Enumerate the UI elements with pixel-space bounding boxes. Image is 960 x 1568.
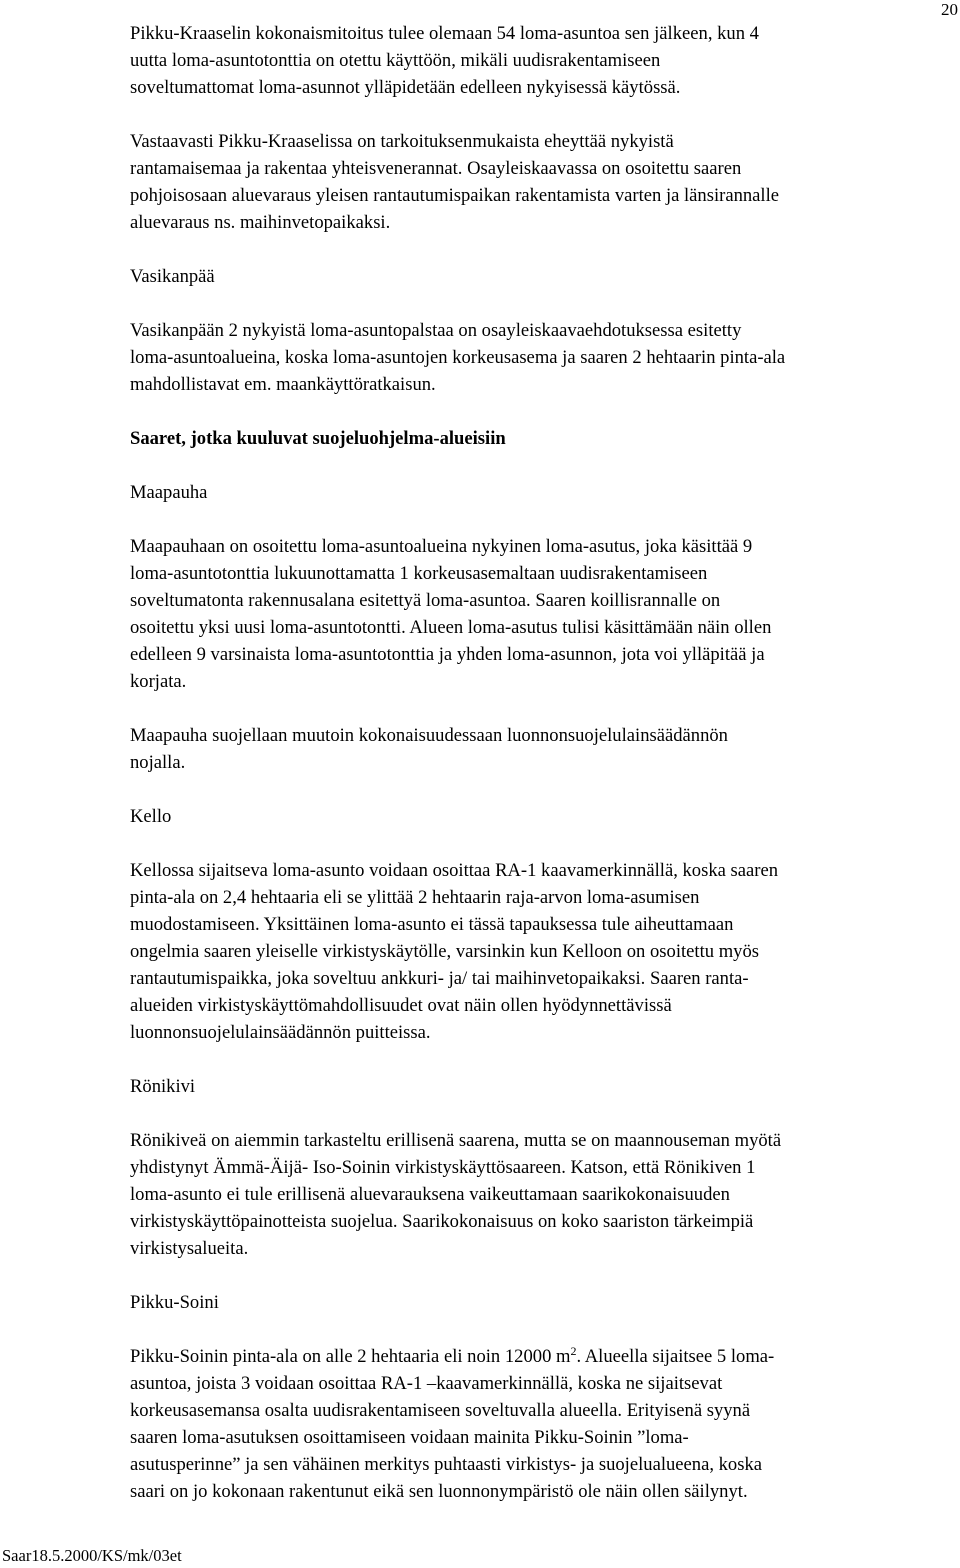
section-heading-suojeluohjelma: Saaret, jotka kuuluvat suojeluohjelma-alueisiin	[130, 428, 506, 449]
paragraph-vasikanpaa: Vasikanpään 2 nykyistä loma-asuntopalstaa on osayleiskaavaehdotuksessa esitetty loma-asuntoalueina, koska loma-asuntojen korkeusasema ja saaren 2 hehtaarin pinta-ala mahdollistavat em. maankäyttöratkaisun.	[130, 320, 786, 395]
heading-ronikivi: Rönikivi	[130, 1076, 196, 1097]
heading-maapauha: Maapauha	[130, 482, 208, 503]
paragraph-maapauha-suojelu: Maapauha suojellaan muutoin kokonaisuudessaan luonnonsuojelulainsäädännön nojalla.	[130, 725, 728, 773]
superscript-squared: 2	[570, 1344, 577, 1358]
document-body	[130, 20, 952, 1532]
heading-vasikanpaa: Vasikanpää	[130, 266, 215, 287]
paragraph-kello: Kellossa sijaitseva loma-asunto voidaan osoittaa RA-1 kaavamerkinnällä, koska saaren pinta-ala on 2,4 hehtaaria eli se ylittää 2 hehtaarin raja-arvon loma-asumisen muodostamiseen. Yksittäinen loma-asunto ei tässä tapauksessa tule aiheuttamaan ongelmia saaren yleiselle virkistyskäytölle, varsinkin kun Kelloon on osoitettu myös rantautumispaikka, joka soveltuu ankkuri- ja/ tai maihinvetopaikaksi. Saaren ranta- alueiden virkistyskäyttömahdollisuudet ovat näin ollen hyödynnettävissä luonnonsuojelulainsäädännön puitteissa.	[130, 860, 779, 1043]
paragraph-pikku-soini-start: Pikku-Soinin pinta-ala on alle 2 hehtaaria eli noin 12000 m	[130, 1346, 571, 1367]
heading-pikku-soini: Pikku-Soini	[130, 1292, 219, 1313]
paragraph-pikku-soini	[130, 1343, 952, 1505]
paragraph-pikku-kraaseli-mitoitus: Pikku-Kraaselin kokonaismitoitus tulee olemaan 54 loma-asuntoa sen jälkeen, kun 4 uutta loma-asuntotonttia on otettu käyttöön, mikäli uudisrakentamiseen soveltumattomat loma-asunnot ylläpidetään edelleen nykyisessä käytössä.	[130, 23, 759, 98]
paragraph-maapauha-loma-asutus: Maapauhaan on osoitettu loma-asuntoalueina nykyinen loma-asutus, joka käsittää 9 loma-asuntotonttia lukuunottamatta 1 korkeusasemaltaan uudisrakentamiseen soveltumatonta rakennusalana esitettyä loma-asuntoa. Saaren koillisrannalle on osoitettu yksi uusi loma-asuntotontti. Alueen loma-asutus tulisi käsittämään näin ollen edelleen 9 varsinaista loma-asuntotonttia ja yhden loma-asunnon, jota voi ylläpitää ja korjata.	[130, 536, 772, 692]
page-number: 20	[941, 0, 958, 19]
footer-document-id: Saar18.5.2000/KS/mk/03et	[2, 1546, 182, 1565]
paragraph-pikku-soini-rest: . Alueella sijaitsee 5 loma- asuntoa, joista 3 voidaan osoittaa RA-1 –kaavamerkinnällä, koska ne sijaitsevat korkeusasemansa osalta uudisrakentamiseen soveltuvalla alueella. Erityisenä syynä saaren loma-asutuksen osoittamiseen voidaan mainita Pikku-Soinin ”loma- asutusperinne” ja sen vähäinen merkitys puhtaasti virkistys- ja suojelualueena, koska saari on jo kokonaan rakentunut eikä sen luonnonympäristö ole näin ollen säilynyt.	[130, 1346, 775, 1502]
paragraph-ronikivi: Rönikiveä on aiemmin tarkasteltu erillisenä saarena, mutta se on maannouseman myötä yhdistynyt Ämmä-Äijä- Iso-Soinin virkistyskäyttösaareen. Katson, että Rönikiven 1 loma-asunto ei tule erillisenä aluevarauksena vaikeuttamaan saarikokonaisuuden virkistyskäyttöpainotteista suojelua. Saarikokonaisuus on koko saariston tärkeimpiä virkistysalueita.	[130, 1130, 782, 1259]
paragraph-pikku-kraaseli-rantamaisema: Vastaavasti Pikku-Kraaselissa on tarkoituksenmukaista eheyttää nykyistä rantamaisemaa ja rakentaa yhteisvenerannat. Osayleiskaavassa on osoitettu saaren pohjoisosaan aluevaraus yleisen rantautumispaikan rakentamista varten ja länsirannalle aluevaraus ns. maihinvetopaikaksi.	[130, 131, 780, 233]
heading-kello: Kello	[130, 806, 172, 827]
